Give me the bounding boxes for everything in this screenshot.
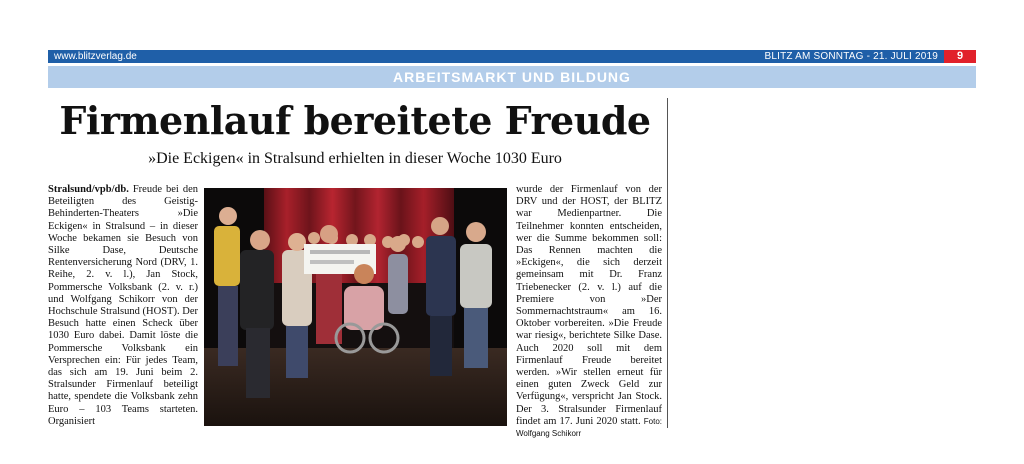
headline: Firmenlauf bereitete Freude [59,98,651,143]
group-photo-image [204,188,507,426]
article-photo [204,188,507,426]
top-bar [48,50,976,63]
article-column-1 [48,184,198,427]
subheadline: »Die Eckigen« in Stralsund erhielten in dieser Woche 1030 Euro [148,150,562,167]
article-column-2 [516,184,663,439]
dateline: Stralsund/vpb/db. [48,184,129,195]
article-text-2: wurde der Firmenlauf von der DRV und der HOST, der BLITZ war Medienpartner. Die Teilnehmer konnten entscheiden, wer die Summe bekommen soll: Das Rennen machten die »Eckigen«, die sich derzeit gemeinsam mit Dr. Franz Triebenecker (2. v. l.) auf die Premiere von »Der Sommernachtstraum« am 16. Oktober vorbereiten. »Die Freude war riesig«, berichtete Silke Dase. Auch 2020 soll mit dem Firmenlauf Freude bereitet werden. »Wir stellen erneut für einen guten Zweck Geld zur Verfügung«, verspricht Jan Stock. Der 3. Stralsunder Firmenlauf findet am 17. Juni 2020 statt. [516,184,662,427]
photo-credit: Foto: Wolfgang Schikorr [516,416,663,439]
issue-date: BLITZ AM SONNTAG - 21. JULI 2019 [764,51,938,62]
column-divider [667,98,668,428]
article-text-1: Freude bei den Beteiligten des Geistig-Behinderten-Theaters »Die Eckigen« in Stralsund – in dieser Woche bekamen sie Besuch von Silke Dase, Deutsche Rentenversicherung Nord (DRV, 1. Reihe, 2. v. l.), Jan Stock, Pommersche Volksbank (2. v. r.) und Wolfgang Schikorr von der Hochschule Stralsund (HOST). Der Besuch hatte einen Scheck über 1030 Euro dabei. Damit löste die Pommersche Volksbank ein Versprechen ein: Für jedes Team, das sich am 19. Juni beim 2. Stralsunder Firmenlauf beteiligt hatte, spendete die Volksbank zehn Euro – 103 Teams starteten. Organisiert [48,184,198,427]
section-title: ARBEITSMARKT UND BILDUNG [48,66,976,88]
page-number: 9 [944,50,976,63]
website-url[interactable]: www.blitzverlag.de [54,51,137,62]
